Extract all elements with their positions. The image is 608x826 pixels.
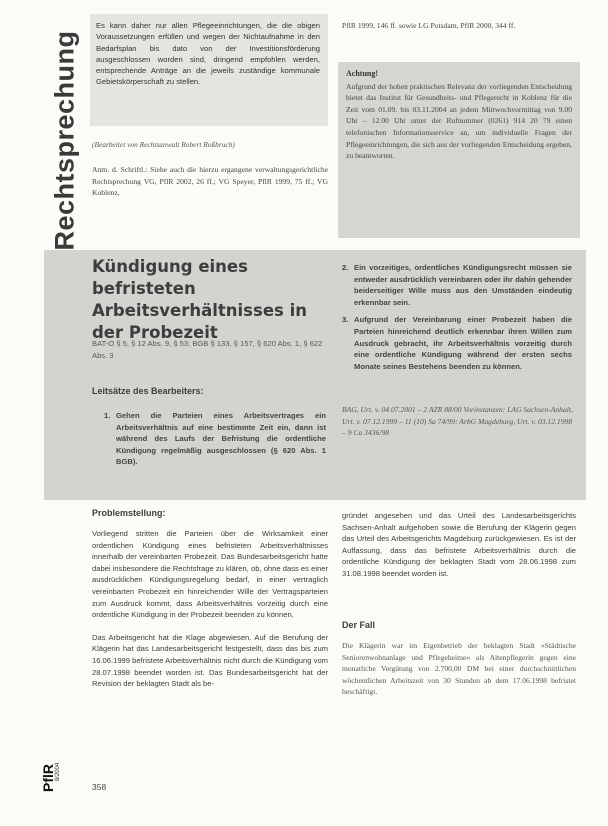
guide-text: Gehen die Parteien eines Arbeitsvertrages ein Arbeitsverhältnis auf eine bestimmte Zeit ein, dann ist während des Laufs der Befristung die ordentliche Kündigung regelmäßig ausgeschlossen (§ 620 Abs. 1 BGB). [116, 411, 326, 467]
issue-label: 8/2004 [55, 762, 62, 782]
guide-number: 2. [342, 263, 349, 272]
problem-paragraph: Das Arbeitsgericht hat die Klage abgewiesen. Auf die Berufung der Klägerin hat das Landesarbeitsgericht festgestellt, dass das bis zum 16.06.1999 befristete Arbeitsverhältnis nicht durch die Kündigung vom 28.07.1998 beendet worden ist. Das Bundesarbeitsgericht hat der Revision der beklagten Stadt als be- [92, 632, 328, 689]
law-references: BAT-O § 5, § 12 Abs. 9, § 53; BGB § 133, § 157, § 620 Abs. 1, § 622 Abs. 3 [92, 339, 323, 360]
guide-number: 1. [104, 411, 111, 420]
guide-number: 3. [342, 315, 349, 325]
case-heading: Der Fall [342, 620, 376, 630]
case-body: Die Klägerin war im Eigenbetrieb der beklagten Stadt »Städtische Seniorenwohnanlage und Pflegeheime« als Altenpflegerin gegen eine monatliche Vergütung von 2.700,00 DM bei einer durchschnittlichen wöchentlichen Arbeitszeit von 30 Stunden ab dem 17.06.1998 befristet beschäftigt. [342, 641, 576, 697]
notice-heading: Achtung! [346, 69, 379, 78]
cross-reference: Anm. d. Schriftl.: Siehe auch die hierzu ergangene verwaltungsgerichtliche Rechtsprechung VG, PflR 2002, 26 ff.; VG Speyer, PflR 1999, 75 ff.; VG Koblenz, [92, 165, 328, 198]
editor-line: (Bearbeitet von Rechtsanwalt Robert Roßbruch) [92, 140, 235, 149]
guides-list-right [342, 262, 572, 378]
problem-continued: gründet angesehen und das Urteil des Landesarbeitsgerichts Sachsen-Anhalt aufgehoben sowie die Berufung der Klägerin gegen das Urteil des Arbeitsgerichts Magdeburg zurückgewiesen. Es ist der Auffassung, dass das befristete Arbeitsverhältnis durch die ordentliche Kündigung der beklagten Stadt vom 28.06.1998 zum 31.08.1998 beendet worden ist. [342, 511, 576, 578]
section-title: Rechtsprechung [49, 29, 80, 251]
journal-logo: PflR [40, 764, 56, 792]
guide-text: Aufgrund der Vereinbarung einer Probezeit haben die Parteien hinreichend deutlich erkennbar ihren Willen zum Ausdruck gebracht, ihr Arbeitsverhältnis vorzeitig durch eine ordentliche Kündigung während der ersten sechs Monate seines Bestehens beenden zu können. [354, 315, 572, 371]
cross-reference-continued: PflR 1999, 146 ff. sowie LG Potsdam, PflR 2000, 344 ff. [342, 21, 516, 30]
guide-text: Ein vorzeitiges, ordentliches Kündigungsrecht müssen sie entweder ausdrücklich vereinbaren oder ihr dahin gehender beiderseitiger Wille muss aus den Umständen eindeutig erkennbar sein. [354, 263, 572, 307]
guide-item [342, 262, 572, 308]
notice-box [338, 62, 580, 238]
guides-list-left [104, 410, 326, 474]
guide-item [104, 410, 326, 468]
article-title: Kündigung eines befristeten Arbeitsverhältnisses in der Probezeit [92, 257, 307, 342]
problem-heading: Problemstellung: [92, 508, 166, 518]
guides-heading: Leitsätze des Bearbeiters: [92, 386, 204, 396]
intro-text: Es kann daher nur allen Pflegeeinrichtungen, die die obigen Voraussetzungen erfüllen und wegen der Nichtaufnahme in den Bedarfsplan bis dato von der Investitionsförderung ausgeschlossen worden sind, dringend empfohlen werden, entsprechende Anträge an die jeweils zuständige kommunale Gebietskörperschaft zu stellen. [96, 21, 320, 87]
page-number: 358 [92, 782, 107, 792]
court-references: BAG, Urt. v. 04.07.2001 – 2 AZR 88/00 Vorinstanzen: LAG Sachsen-Anhalt, Urt. v. 07.12.1999 – 11 (10) Sa 74/99; ArbG Magdeburg, Urt. v. 03.12.1998 – 9 Ca 3436/98 [342, 405, 573, 438]
intro-box [90, 14, 328, 126]
problem-paragraph: Vorliegend stritten die Parteien über die Wirksamkeit einer ordentlichen Kündigung eines befristeten Arbeitsverhältnisses innerhalb der vereinbarten Probezeit. Das Bundesarbeitsgericht hatte dabei insbesondere die Rechtsfrage zu klären, ob, ohne dass es einer ausdrücklichen Kündigungsregelung bedarf, in einer vertraglich vereinbarten Probezeit ein hinreichender Wille der Vertragsparteien zum Ausdruck kommt, dass Arbeitsverhältnis vorzeitig durch eine ordentliche Kündigung in der Probezeit beenden zu können. [92, 529, 328, 620]
notice-body: Aufgrund der hohen praktischen Relevanz der vorliegenden Entscheidung bietet das Institut für Gesundheits- und Pflegerecht in Koblenz für die Zeit vom 01.09. bis 03.11.2004 an jedem Mittwochvormittag von 9.00 Uhr – 12.00 Uhr unter der Rufnummer (0261) 914 20 79 einen telefonischen Informationsservice an, um individuelle Fragen der Pflegeeinrichtungen, die sich aus der vorliegenden Entscheidung ergeben, zu beantworten. [346, 81, 572, 161]
problem-body [92, 528, 328, 701]
guide-item [342, 314, 572, 372]
